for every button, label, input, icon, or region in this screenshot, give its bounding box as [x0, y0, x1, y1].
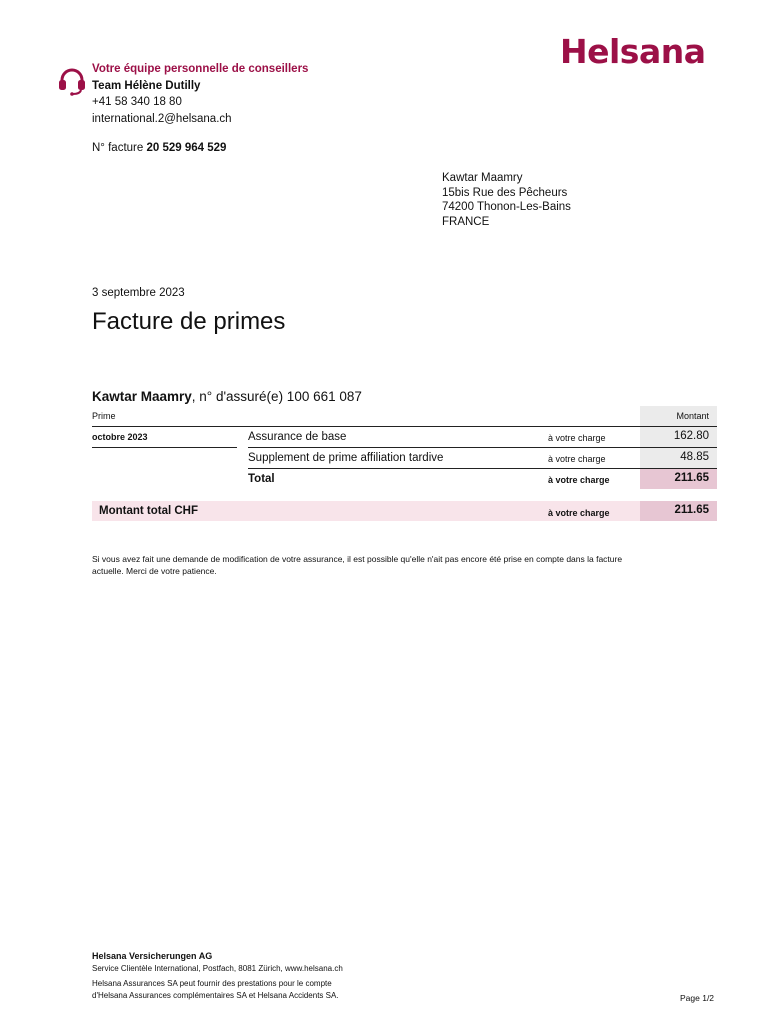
footer-info-1: Helsana Assurances SA peut fournir des prestations pour le compte	[92, 979, 332, 988]
advisor-email[interactable]: international.2@helsana.ch	[92, 113, 232, 125]
advisor-phone[interactable]: +41 58 340 18 80	[92, 96, 182, 108]
grand-total-label: Montant total CHF	[99, 505, 199, 517]
insured-line	[92, 389, 362, 404]
recipient-name: Kawtar Maamry	[442, 172, 523, 184]
footer-service: Service Clientèle International, Postfach, 8081 Zürich, www.helsana.ch	[92, 964, 343, 973]
modification-note	[92, 553, 732, 577]
insured-name: Kawtar Maamry	[92, 389, 192, 404]
table-row-amount: 48.85	[640, 448, 717, 468]
recipient-street: 15bis Rue des Pêcheurs	[442, 186, 568, 199]
recipient-address	[442, 171, 571, 229]
table-row-charge: à votre charge	[548, 433, 606, 443]
helsana-logo: Helsana	[560, 32, 706, 71]
billing-period: octobre 2023	[92, 432, 148, 442]
note-line-2: actuelle. Merci de votre patience.	[92, 566, 217, 576]
footer-company: Helsana Versicherungen AG	[92, 951, 213, 961]
document-date: 3 septembre 2023	[92, 287, 185, 299]
invoice-number-label: N° facture	[92, 142, 144, 154]
table-row-label: Assurance de base	[248, 431, 347, 443]
recipient-city: 74200 Thonon-Les-Bains	[442, 201, 571, 213]
table-row-label: Supplement de prime affiliation tardive	[248, 452, 444, 464]
document-title: Facture de primes	[92, 308, 286, 335]
grand-total-amount: 211.65	[640, 501, 717, 521]
footer-info-2: d'Helsana Assurances complémentaires SA et Helsana Accidents SA.	[92, 991, 339, 1000]
column-header-amount: Montant	[640, 406, 717, 426]
headset-icon	[57, 66, 87, 96]
table-row-charge: à votre charge	[548, 454, 606, 464]
period-divider	[92, 447, 237, 448]
invoice-number-value: 20 529 964 529	[146, 142, 227, 154]
total-amount: 211.65	[640, 469, 717, 489]
insured-number: , n° d'assuré(e) 100 661 087	[191, 389, 362, 404]
total-label: Total	[248, 473, 275, 485]
grand-total-charge: à votre charge	[548, 508, 610, 518]
table-header-divider	[92, 426, 717, 427]
total-charge: à votre charge	[548, 475, 610, 485]
recipient-country: FRANCE	[442, 215, 490, 228]
advisor-heading: Votre équipe personnelle de conseillers	[92, 63, 309, 75]
page-number: Page 1/2	[680, 993, 715, 1003]
table-row-amount: 162.80	[640, 427, 717, 447]
column-header-prime: Prime	[92, 411, 116, 421]
invoice-number-line	[92, 142, 226, 154]
note-line-1: Si vous avez fait une demande de modification de votre assurance, il est possible qu'elle n'ait pas encore été prise en compte dans la facture	[92, 554, 623, 564]
advisor-team: Team Hélène Dutilly	[92, 80, 201, 92]
